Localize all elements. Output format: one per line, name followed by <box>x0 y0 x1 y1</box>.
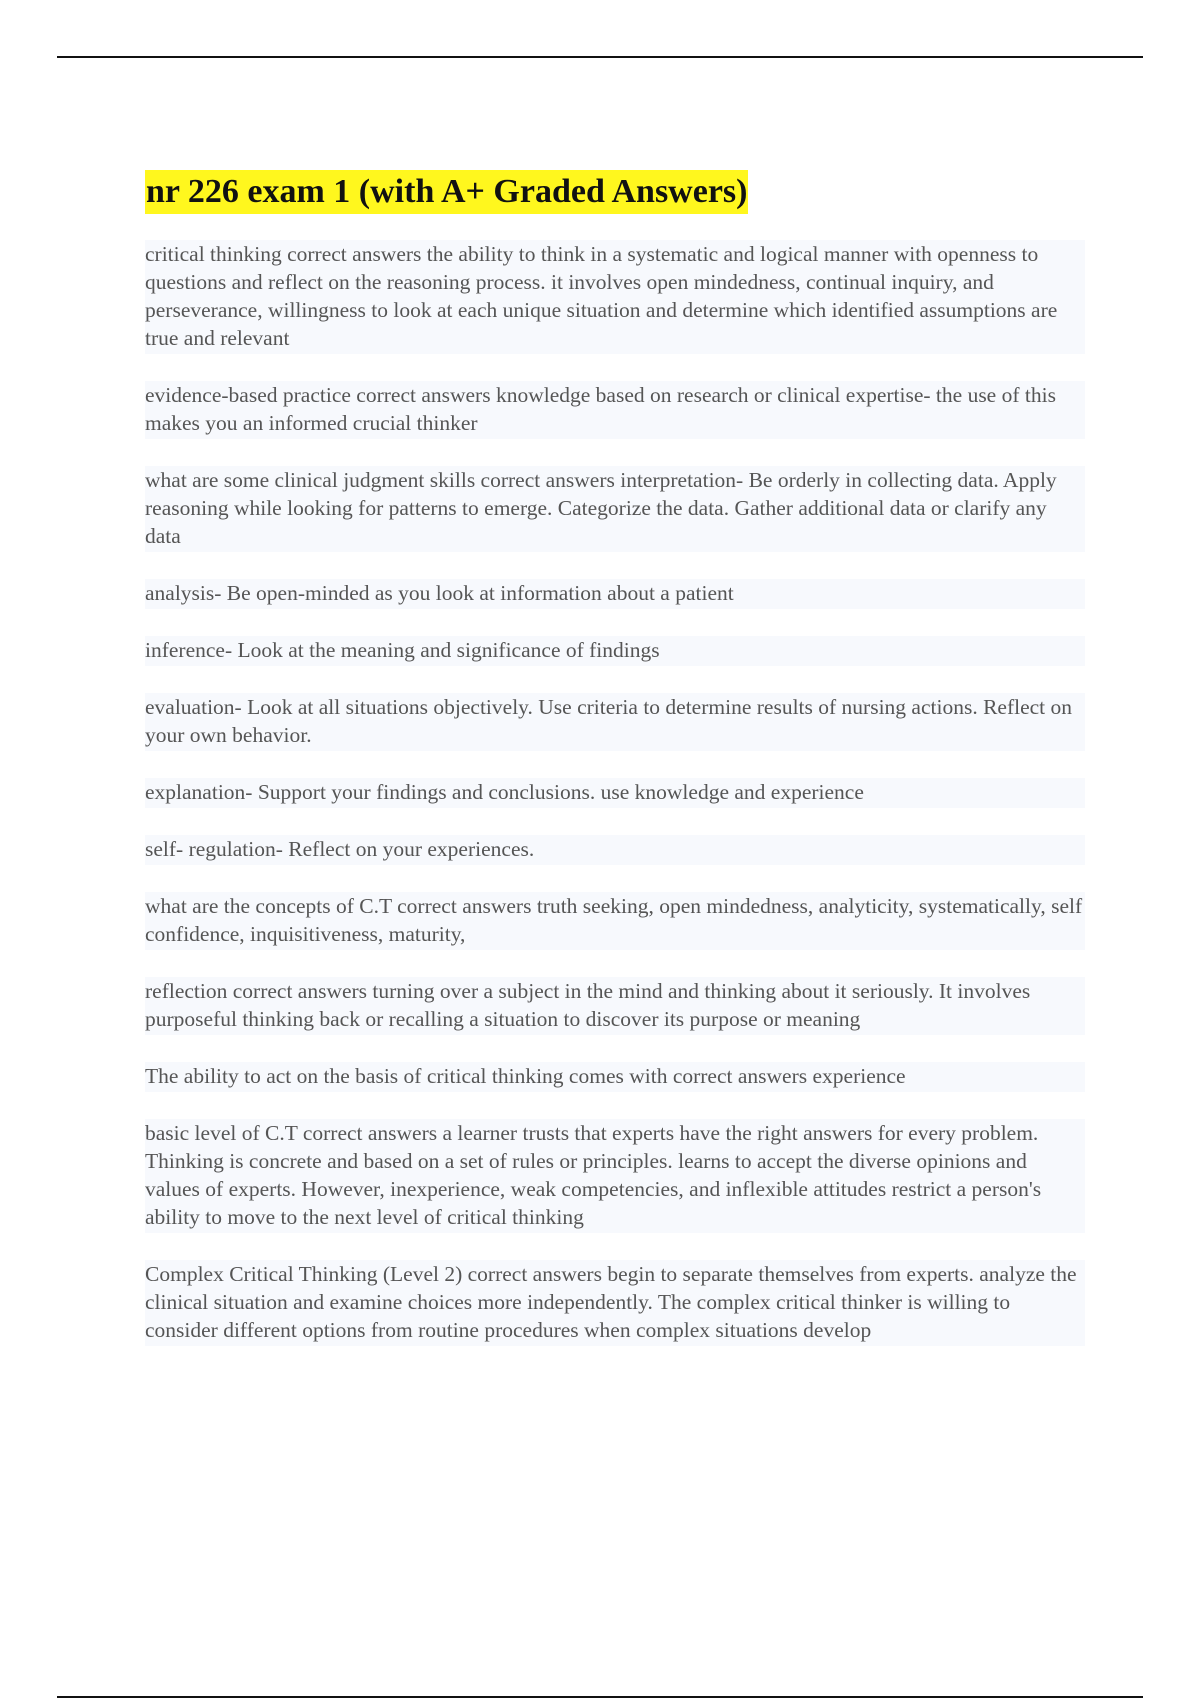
paragraph-ct-concepts: what are the concepts of C.T correct answers truth seeking, open mindedness, analyticity, systematically, self confidence, inquisitiveness, maturity, <box>145 892 1085 950</box>
paragraph-explanation: explanation- Support your findings and conclusions. use knowledge and experience <box>145 778 1085 808</box>
document-body <box>145 170 1085 1373</box>
paragraph-self-regulation: self- regulation- Reflect on your experiences. <box>145 835 1085 865</box>
paragraph-basic-level: basic level of C.T correct answers a learner trusts that experts have the right answers for every problem. Thinking is concrete and based on a set of rules or principles. learns to accept the diverse opinions and values of experts. However, inexperience, weak competencies, and inflexible attitudes restrict a person's ability to move to the next level of critical thinking <box>145 1119 1085 1233</box>
paragraph-inference: inference- Look at the meaning and significance of findings <box>145 636 1085 666</box>
paragraph-critical-thinking: critical thinking correct answers the ability to think in a systematic and logical manner with openness to questions and reflect on the reasoning process. it involves open mindedness, continual inquiry, and perseverance, willingness to look at each unique situation and determine which identified assumptions are true and relevant <box>145 240 1085 354</box>
paragraph-ability-to-act: The ability to act on the basis of critical thinking comes with correct answers experience <box>145 1062 1085 1092</box>
paragraph-evidence-based-practice: evidence-based practice correct answers knowledge based on research or clinical expertise- the use of this makes you an informed crucial thinker <box>145 381 1085 439</box>
footer-rule <box>57 1696 1143 1698</box>
paragraph-reflection: reflection correct answers turning over a subject in the mind and thinking about it seriously. It involves purposeful thinking back or recalling a situation to discover its purpose or meaning <box>145 977 1085 1035</box>
paragraph-analysis: analysis- Be open-minded as you look at information about a patient <box>145 579 1085 609</box>
paragraph-complex-critical-thinking: Complex Critical Thinking (Level 2) correct answers begin to separate themselves from experts. analyze the clinical situation and examine choices more independently. The complex critical thinker is willing to consider different options from routine procedures when complex situations develop <box>145 1260 1085 1346</box>
paragraph-evaluation: evaluation- Look at all situations objectively. Use criteria to determine results of nursing actions. Reflect on your own behavior. <box>145 693 1085 751</box>
document-title: nr 226 exam 1 (with A+ Graded Answers) <box>145 170 748 214</box>
header-rule <box>57 56 1143 58</box>
paragraph-clinical-judgment-skills: what are some clinical judgment skills correct answers interpretation- Be orderly in collecting data. Apply reasoning while looking for patterns to emerge. Categorize the data. Gather additional data or clarify any data <box>145 466 1085 552</box>
